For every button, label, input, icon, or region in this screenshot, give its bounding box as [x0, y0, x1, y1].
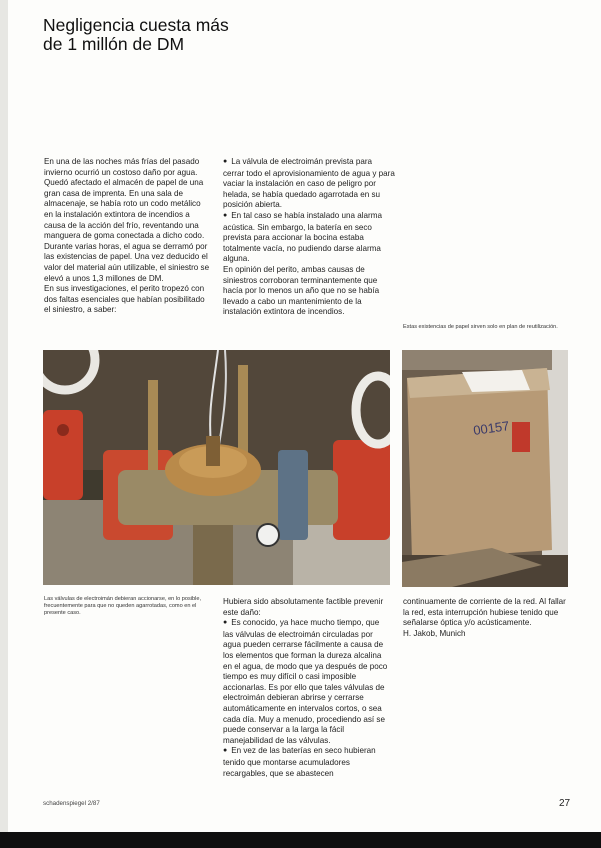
- article-title: Negligencia cuesta más de 1 millón de DM: [43, 14, 229, 54]
- journal-footer: schadenspiegel 2/87: [43, 800, 100, 807]
- photo-caption-left: Las válvulas de electroimán debieran accionarse, en lo posible, frecuentemente para que no queden agarrotadas, como en el presente caso.: [44, 596, 202, 617]
- page-edge-bottom: [0, 832, 601, 848]
- bullet-paragraph: ● En tal caso se había instalado una alarma acústica. Sin embargo, la batería en seco prevista para accionar la bocina estaba totalmente vacía, no pudiendo darse alarma alguna.: [223, 211, 395, 265]
- bullet-paragraph: ● En vez de las baterías en seco hubieran tenido que montarse acumuladores recargables, que se abastecen: [223, 746, 388, 779]
- paper-stock-photo: [402, 350, 568, 587]
- valve-photo: [43, 350, 390, 585]
- paragraph: En una de las noches más frías del pasado invierno ocurrió un costoso daño por agua. Quedó afectado el almacén de papel de una gran casa de imprenta. En una sala de almacenaje, se había roto un codo metálico en la instalación extintora de incendios a causa de la acción del frío, reventando una manguera de goma conectada a dicho codo. Durante varias horas, el agua se derramó por las existencias de papel. Una vez deducido el valor del material aún utilizable, el siniestro se elevó a unos 1,3 millones de DM.: [44, 157, 210, 283]
- text-column-2: [223, 157, 395, 318]
- bullet-paragraph: ● Es conocido, ya hace mucho tiempo, que las válvulas de electroimán circuladas por agua pueden cerrarse fácilmente a causa de los elementos que forman la dureza alcalina en el agua, de modo que ya después de poco tiempo es muy difícil o casi imposible accionarlas. Es por ello que tales válvulas de electroimán debieran abrirse y cerrarse automáticamente en intervalos cortos, o sea cada día. Muy a menudo, procediendo así se puede conservar a la larga la fácil manejabilidad de las válvulas.: [223, 618, 388, 746]
- paragraph: continuamente de corriente de la red. Al fallar la red, esta interrupción hubiese tenido que señalarse óptica y/o acústicamente.: [403, 597, 566, 628]
- photo-caption-right: Estas existencias de papel sirven solo en plan de reutilización.: [403, 324, 558, 330]
- text-column-1: [44, 157, 210, 316]
- page-number: 27: [559, 798, 571, 809]
- bullet-paragraph: ● La válvula de electroimán prevista para cerrar todo el aprovisionamiento de agua y para vaciar la instalación en caso de peligro por helada, se había quedado agarrotada en su posición abierta.: [223, 157, 395, 211]
- author-signature: H. Jakob, Munich: [403, 628, 466, 638]
- text-column-3: [223, 597, 388, 779]
- paper-stock-illustration: [402, 350, 568, 587]
- paragraph: En opinión del perito, ambas causas de siniestros corroboran terminantemente que hacía por lo menos un año que no se había llevado a cabo un mantenimiento de la instalación extintora de incendios.: [223, 264, 380, 317]
- box-marking: 00157: [472, 418, 511, 438]
- paragraph: En sus investigaciones, el perito tropezó con dos faltas esenciales que habían posibilitado el siniestro, a saber:: [44, 284, 205, 315]
- page-edge: [0, 0, 8, 848]
- valve-illustration: [43, 350, 390, 585]
- text-column-4: [403, 597, 568, 639]
- paragraph: Hubiera sido absolutamente factible prevenir este daño:: [223, 597, 384, 617]
